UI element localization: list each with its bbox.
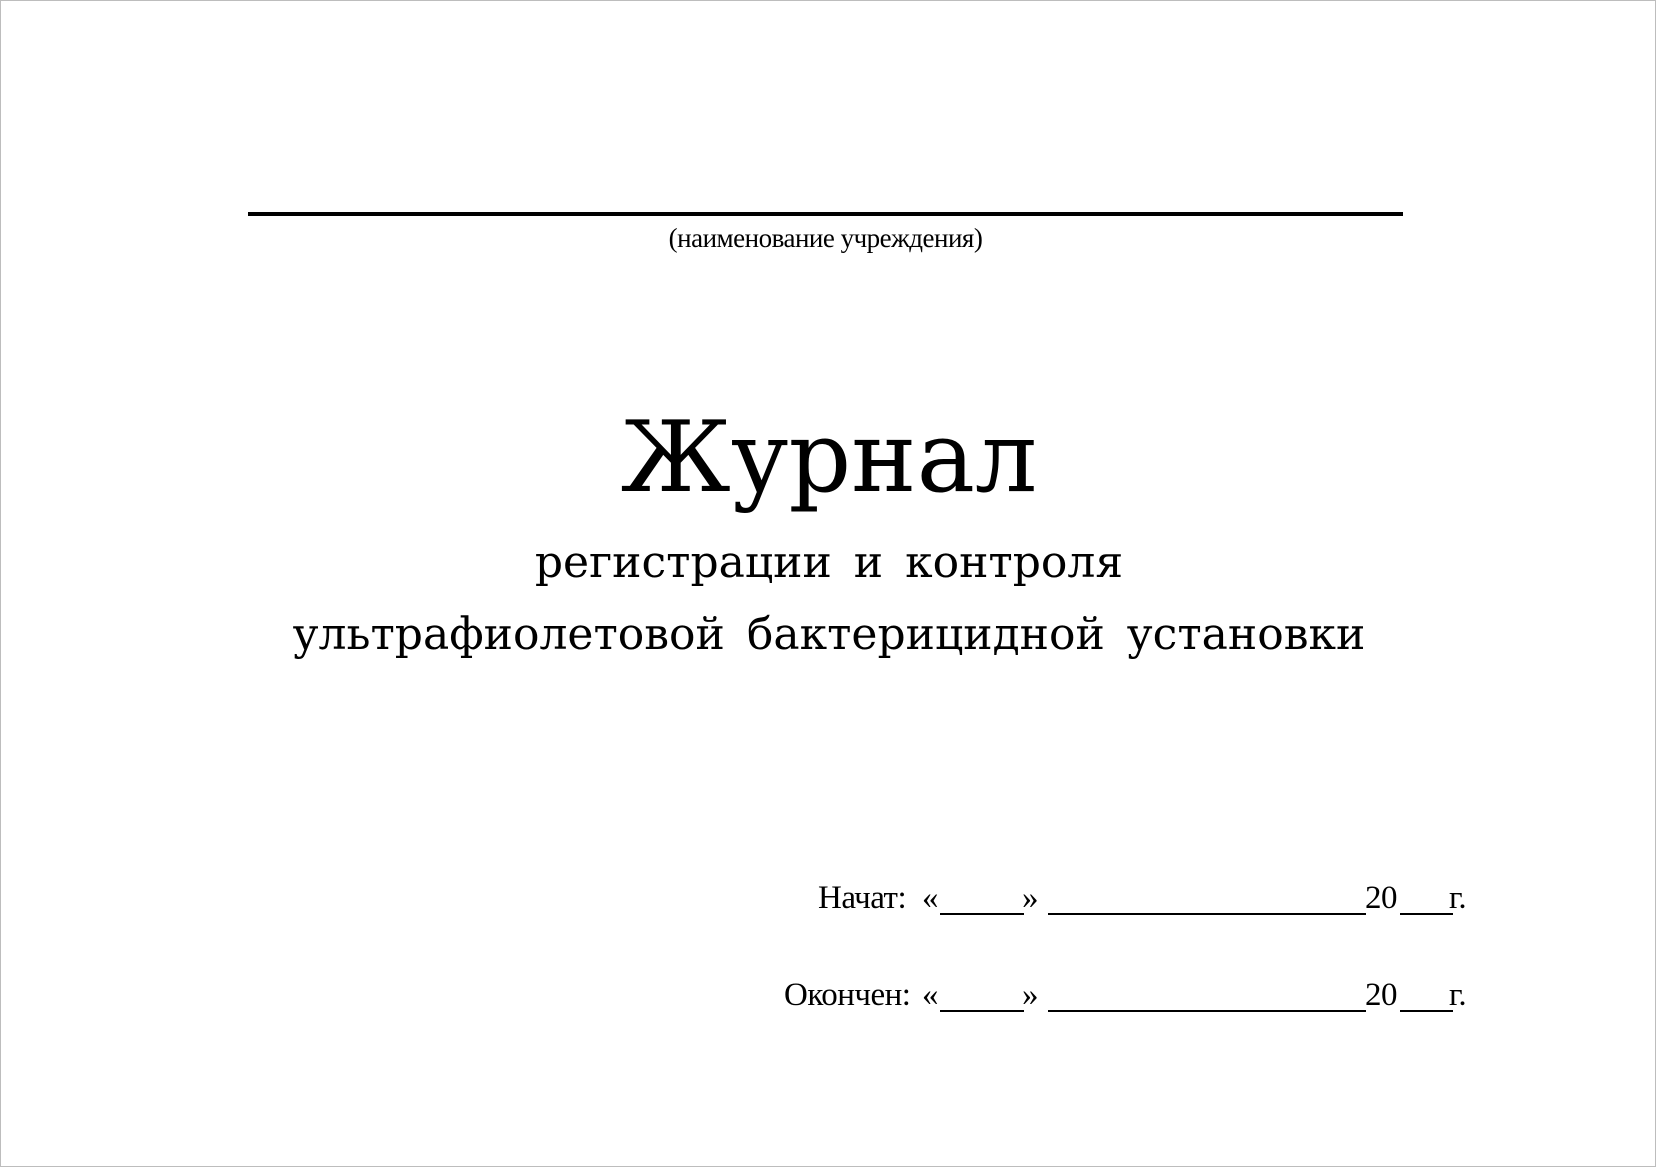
start-day-open-quote: «	[922, 880, 938, 916]
start-day-blank	[940, 913, 1024, 915]
start-year-blank	[1400, 913, 1453, 915]
end-year-suffix: г.	[1449, 977, 1467, 1013]
start-day-close-quote: »	[1022, 880, 1038, 916]
start-date-row	[1, 876, 1656, 920]
start-date-label: Начат:	[818, 880, 907, 916]
end-year-prefix: 20	[1365, 977, 1397, 1013]
end-day-blank	[940, 1010, 1024, 1012]
end-year-blank	[1400, 1010, 1453, 1012]
start-year-prefix: 20	[1365, 880, 1397, 916]
journal-subtitle-line-2: ультрафиолетовой бактерицидной установки	[292, 609, 1366, 660]
journal-subtitle-line-1: регистрации и контроля	[534, 537, 1124, 588]
start-month-blank	[1048, 913, 1366, 915]
end-day-close-quote: »	[1022, 977, 1038, 1013]
end-date-label: Окончен:	[784, 977, 911, 1013]
start-year-suffix: г.	[1449, 880, 1467, 916]
journal-title: Журнал	[620, 401, 1038, 515]
end-month-blank	[1048, 1010, 1366, 1012]
end-day-open-quote: «	[922, 977, 938, 1013]
end-date-row	[1, 973, 1656, 1017]
institution-name-line	[248, 212, 1403, 216]
institution-name-caption: (наименование учреждения)	[668, 223, 983, 253]
